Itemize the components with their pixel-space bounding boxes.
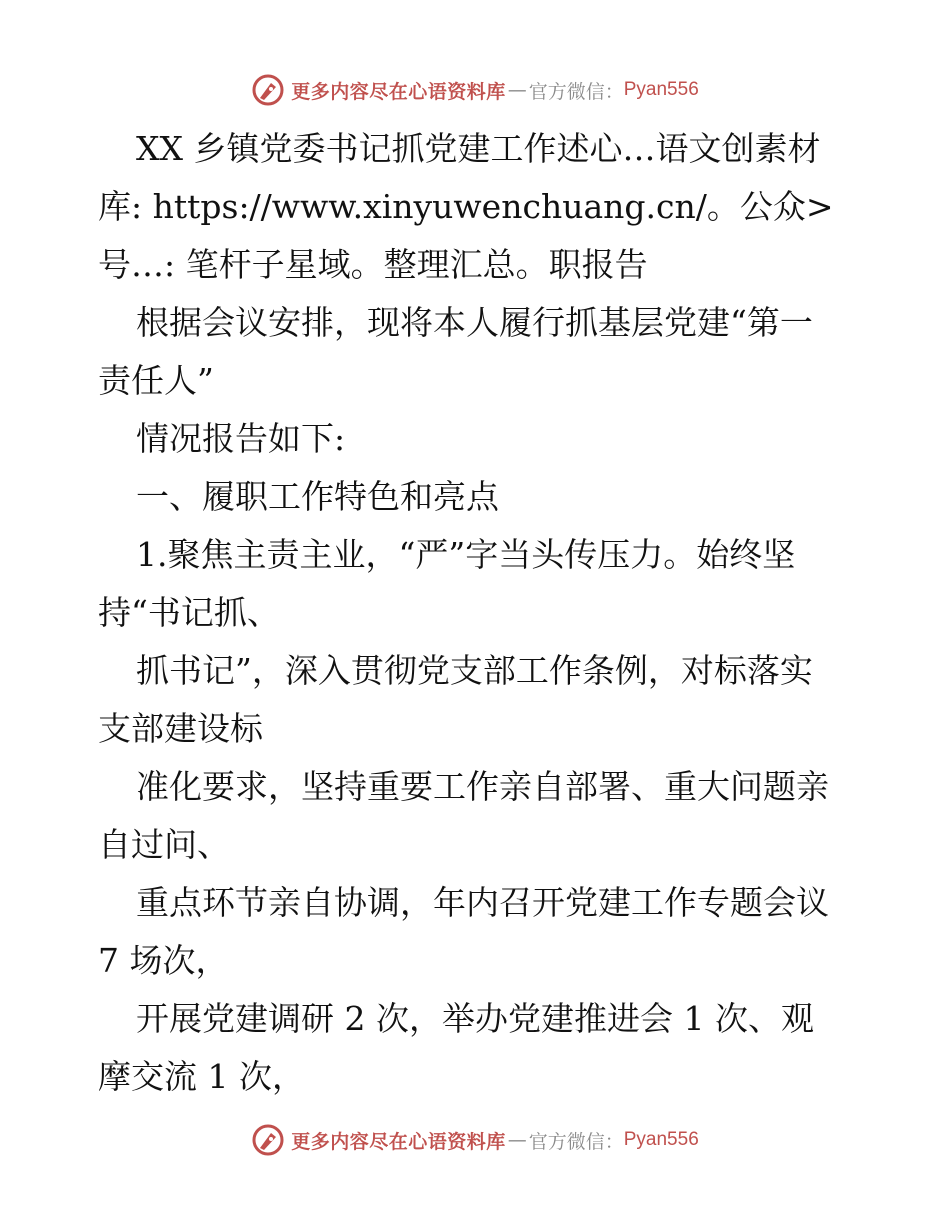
footer-banner <box>0 1118 950 1162</box>
banner-main-text: 更多内容尽在心语资料库 <box>291 1130 506 1153</box>
document-line: 自过问、 <box>98 825 230 864</box>
banner-wechat-label: 官方微信： <box>528 80 624 103</box>
document-body <box>98 120 868 1106</box>
banner-wechat-id: Pyan556 <box>623 79 699 100</box>
document-line: 重点环节亲自协调，年内召开党建工作专题会议 <box>136 883 829 922</box>
document-line: 根据会议安排，现将本人履行抓基层党建“第一 <box>136 303 813 342</box>
banner-separator: — <box>507 79 527 101</box>
document-line: 开展党建调研 2 次，举办党建推进会 1 次、观 <box>136 999 814 1038</box>
document-line: 情况报告如下: <box>136 419 346 458</box>
pen-nib-logo-icon <box>251 73 285 107</box>
document-line: 摩交流 1 次， <box>98 1057 305 1096</box>
document-line: 抓书记”，深入贯彻党支部工作条例，对标落实 <box>136 651 813 690</box>
document-line: 库: https://www.xinyuwenchuang.cn/。公众> <box>98 187 834 226</box>
document-line: 号…: 笔杆子星域。整理汇总。职报告 <box>98 245 648 284</box>
document-line: XX 乡镇党委书记抓党建工作述心…语文创素材 <box>136 129 821 168</box>
document-line: 责任人” <box>98 361 214 400</box>
document-line: 一、履职工作特色和亮点 <box>136 477 499 516</box>
banner-main-text: 更多内容尽在心语资料库 <box>291 80 506 103</box>
document-line: 持“书记抓、 <box>98 593 280 632</box>
banner-wechat-id: Pyan556 <box>623 1129 699 1150</box>
document-line: 准化要求，坚持重要工作亲自部署、重大问题亲 <box>136 767 829 806</box>
document-line: 1.聚焦主责主业，“严”字当头传压力。始终坚 <box>136 535 796 574</box>
pen-nib-logo-icon <box>251 1123 285 1157</box>
document-line: 7 场次， <box>98 941 229 980</box>
banner-wechat-label: 官方微信： <box>528 1130 624 1153</box>
document-line: 支部建设标 <box>98 709 263 748</box>
header-banner <box>0 68 950 112</box>
banner-separator: — <box>507 1129 527 1151</box>
